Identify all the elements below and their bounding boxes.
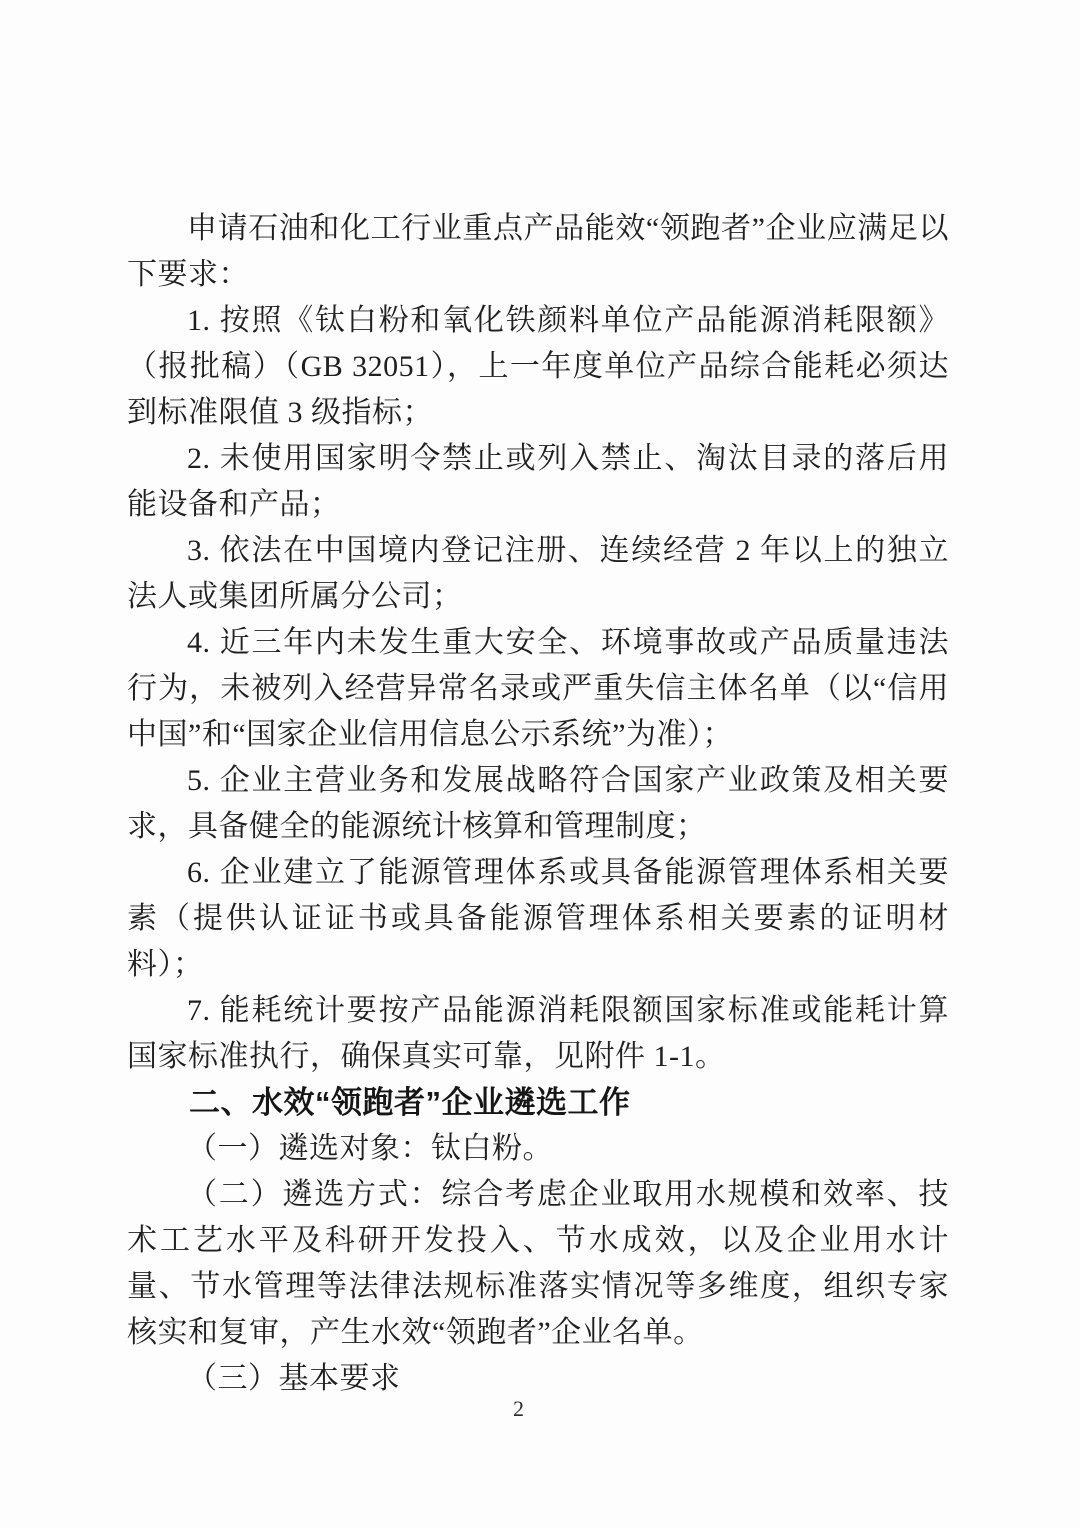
requirement-item-3: 3. 依法在中国境内登记注册、连续经营 2 年以上的独立法人或集团所属分公司； — [127, 534, 949, 613]
subsection-selection-target: （一）遴选对象：钛白粉。 — [187, 1132, 553, 1165]
requirement-item-7: 7. 能耗统计要按产品能源消耗限额国家标准或能耗计算国家标准执行，确保真实可靠，见附件 1-1。 — [127, 994, 949, 1073]
section-heading-water-efficiency: 二、水效“领跑者”企业遴选工作 — [189, 1085, 631, 1120]
requirement-item-4: 4. 近三年内未发生重大安全、环境事故或产品质量违法行为，未被列入经营异常名录或严重失信主体名单（以“信用中国”和“国家企业信用信息公示系统”为准）； — [127, 626, 949, 751]
requirement-item-5: 5. 企业主营业务和发展战略符合国家产业政策及相关要求，具备健全的能源统计核算和管理制度； — [127, 764, 949, 843]
requirement-item-2: 2. 未使用国家明令禁止或列入禁止、淘汰目录的落后用能设备和产品； — [127, 442, 949, 521]
subsection-selection-method: （二）遴选方式：综合考虑企业取用水规模和效率、技术工艺水平及科研开发投入、节水成效，以及企业用水计量、节水管理等法律法规标准落实情况等多维度，组织专家核实和复审，产生水效“领跑者”企业名单。 — [127, 1178, 949, 1349]
requirement-item-6: 6. 企业建立了能源管理体系或具备能源管理体系相关要素（提供认证证书或具备能源管理体系相关要素的证明材料）； — [127, 856, 949, 981]
page-number: 2 — [513, 1396, 524, 1421]
subsection-basic-requirements: （三）基本要求 — [187, 1362, 401, 1395]
requirement-item-1: 1. 按照《钛白粉和氧化铁颜料单位产品能源消耗限额》（报批稿）（GB 32051），上一年度单位产品综合能耗必须达到标准限值 3 级指标； — [127, 304, 949, 429]
document-body — [127, 206, 949, 1402]
paragraph-intro: 申请石油和化工行业重点产品能效“领跑者”企业应满足以下要求： — [127, 212, 949, 291]
